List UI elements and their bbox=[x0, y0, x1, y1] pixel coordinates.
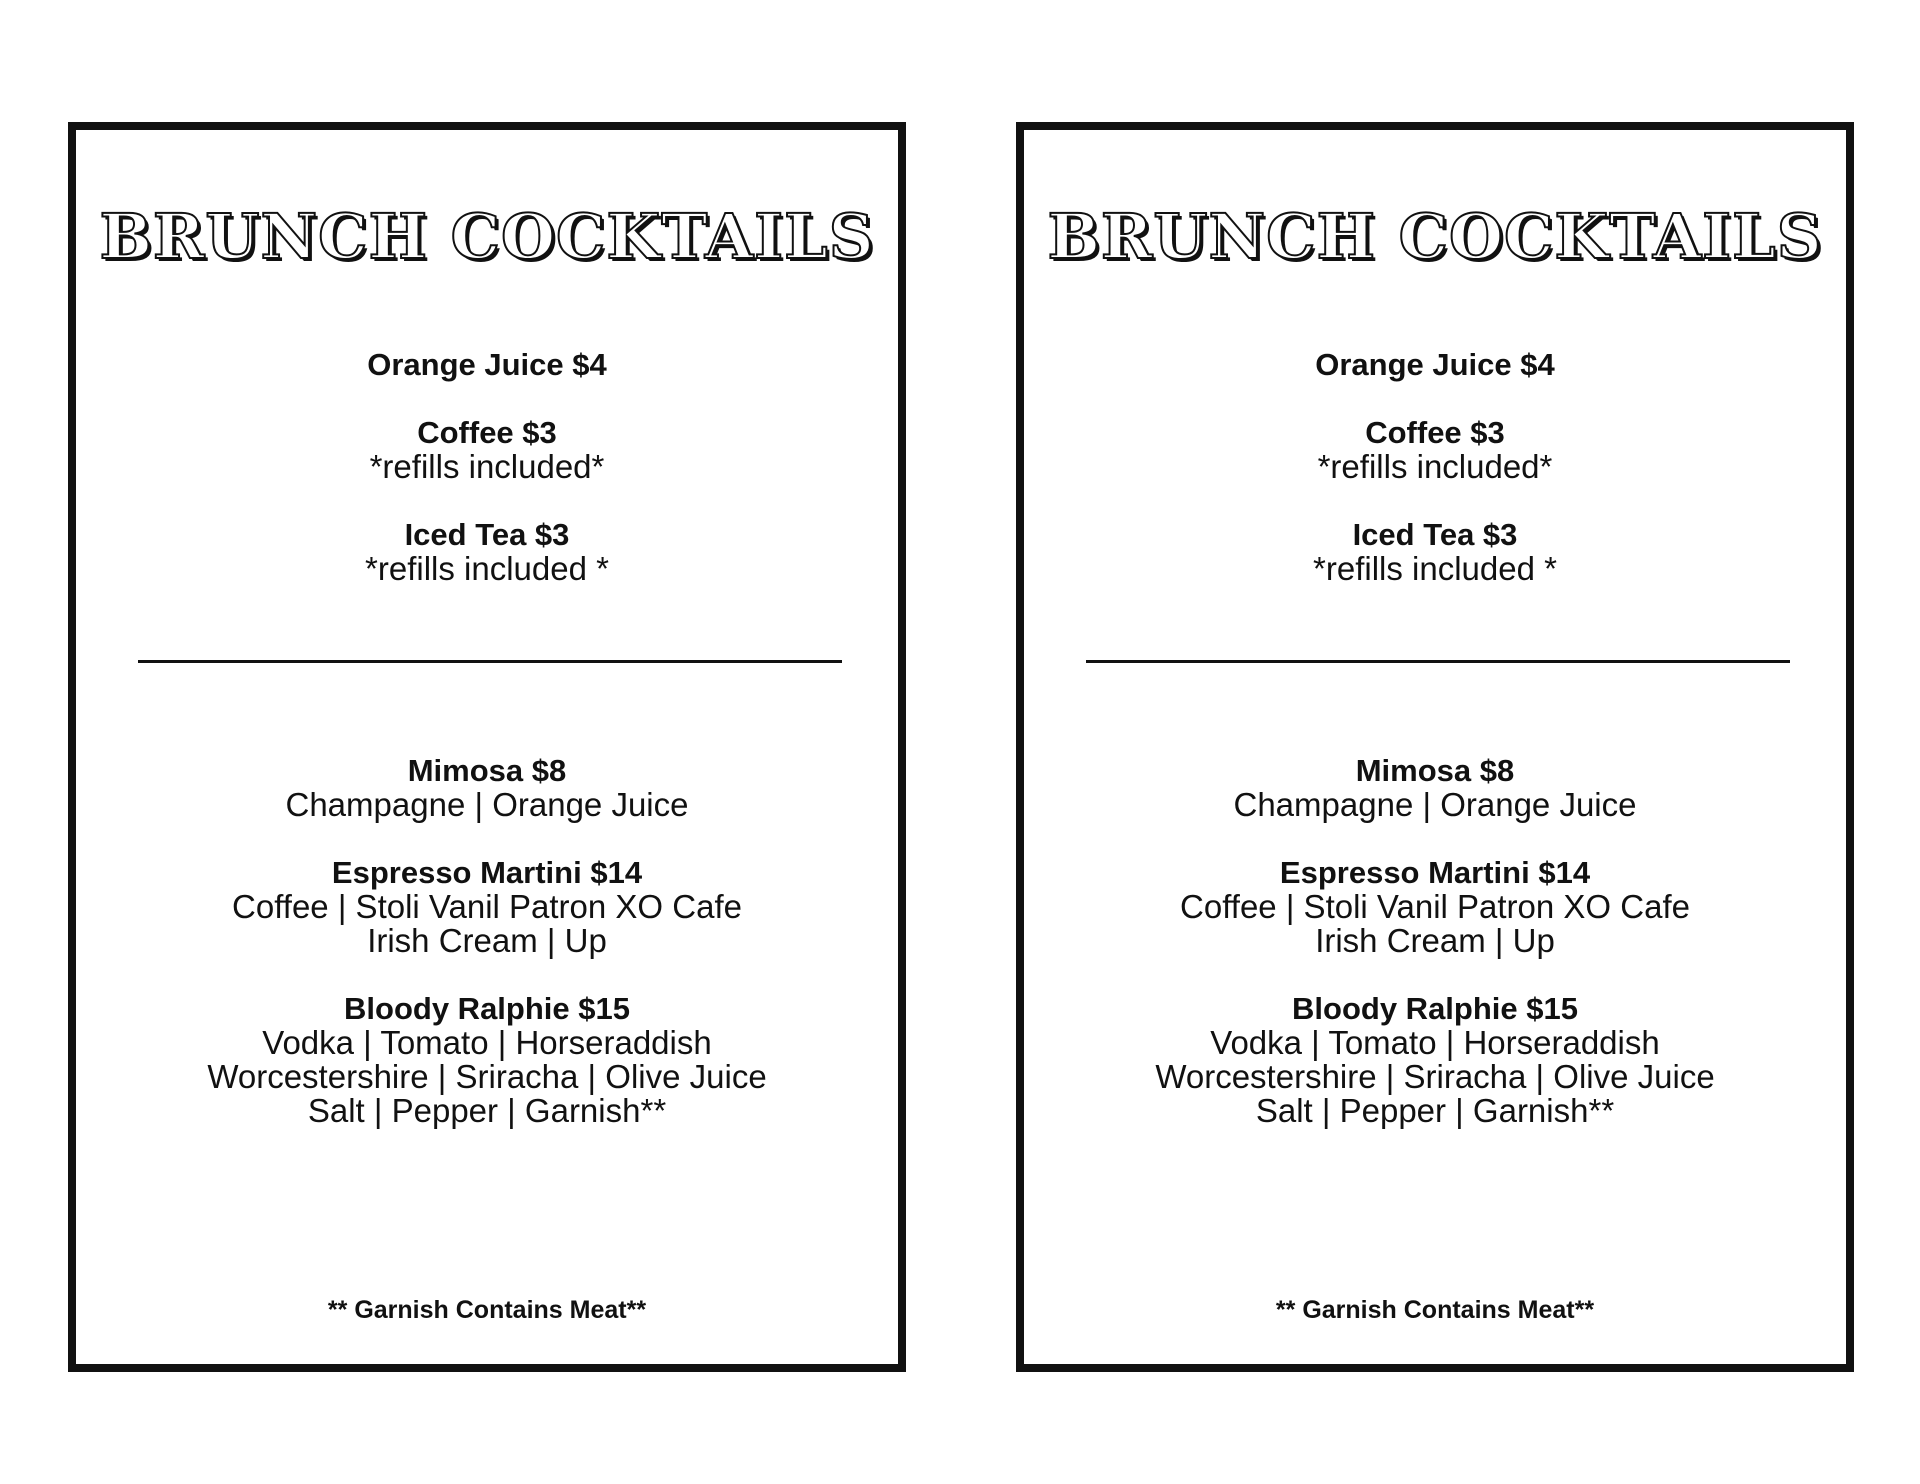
item-name: Iced Tea $3 bbox=[1352, 517, 1518, 552]
item-note: *refills included* bbox=[369, 448, 605, 485]
item-ingredients: Salt | Pepper | Garnish** bbox=[307, 1092, 667, 1129]
item-ingredients: Worcestershire | Sriracha | Olive Juice bbox=[207, 1058, 767, 1095]
cocktail-list bbox=[76, 754, 898, 1128]
section-divider bbox=[138, 660, 842, 663]
menu-card-left bbox=[68, 122, 906, 1372]
item-name: Espresso Martini $14 bbox=[331, 855, 643, 890]
menu-item-iced-tea bbox=[1024, 518, 1846, 586]
footnote: ** Garnish Contains Meat** bbox=[1275, 1296, 1595, 1324]
beverage-list bbox=[1024, 348, 1846, 586]
item-name: Coffee $3 bbox=[417, 415, 557, 450]
section-divider bbox=[1086, 660, 1790, 663]
menu-title: BRUNCH COCKTAILS bbox=[99, 200, 875, 273]
menu-item-espresso-martini bbox=[76, 856, 898, 958]
beverage-list bbox=[76, 348, 898, 586]
menu-item-coffee bbox=[1024, 416, 1846, 484]
menu-item-iced-tea bbox=[76, 518, 898, 586]
item-ingredients: Salt | Pepper | Garnish** bbox=[1255, 1092, 1615, 1129]
item-ingredients: Coffee | Stoli Vanil Patron XO Cafe bbox=[232, 888, 742, 925]
item-name: Iced Tea $3 bbox=[404, 517, 570, 552]
item-ingredients: Vodka | Tomato | Horseraddish bbox=[262, 1024, 712, 1061]
menu-item-mimosa bbox=[76, 754, 898, 822]
menu-item-bloody-ralphie bbox=[1024, 992, 1846, 1128]
cocktail-list bbox=[1024, 754, 1846, 1128]
menu-item-espresso-martini bbox=[1024, 856, 1846, 958]
menu-title: BRUNCH COCKTAILS bbox=[1047, 200, 1823, 273]
item-ingredients: Worcestershire | Sriracha | Olive Juice bbox=[1155, 1058, 1715, 1095]
item-ingredients: Champagne | Orange Juice bbox=[1233, 786, 1637, 823]
item-ingredients: Champagne | Orange Juice bbox=[285, 786, 689, 823]
item-name: Espresso Martini $14 bbox=[1279, 855, 1591, 890]
item-name: Mimosa $8 bbox=[407, 753, 567, 788]
menu-item-orange-juice bbox=[1024, 348, 1846, 382]
footnote: ** Garnish Contains Meat** bbox=[327, 1296, 647, 1324]
menu-item-bloody-ralphie bbox=[76, 992, 898, 1128]
item-name: Bloody Ralphie $15 bbox=[1292, 991, 1578, 1026]
item-ingredients: Coffee | Stoli Vanil Patron XO Cafe bbox=[1180, 888, 1690, 925]
item-name: Orange Juice $4 bbox=[367, 347, 607, 382]
item-ingredients: Irish Cream | Up bbox=[1315, 922, 1555, 959]
menu-item-orange-juice bbox=[76, 348, 898, 382]
item-note: *refills included * bbox=[1313, 550, 1557, 587]
item-ingredients: Vodka | Tomato | Horseraddish bbox=[1210, 1024, 1660, 1061]
item-note: *refills included * bbox=[365, 550, 609, 587]
item-name: Coffee $3 bbox=[1365, 415, 1505, 450]
menu-item-mimosa bbox=[1024, 754, 1846, 822]
item-name: Orange Juice $4 bbox=[1315, 347, 1555, 382]
item-name: Bloody Ralphie $15 bbox=[344, 991, 630, 1026]
item-name: Mimosa $8 bbox=[1355, 753, 1515, 788]
item-ingredients: Irish Cream | Up bbox=[367, 922, 607, 959]
menu-card-right bbox=[1016, 122, 1854, 1372]
item-note: *refills included* bbox=[1317, 448, 1553, 485]
menu-item-coffee bbox=[76, 416, 898, 484]
